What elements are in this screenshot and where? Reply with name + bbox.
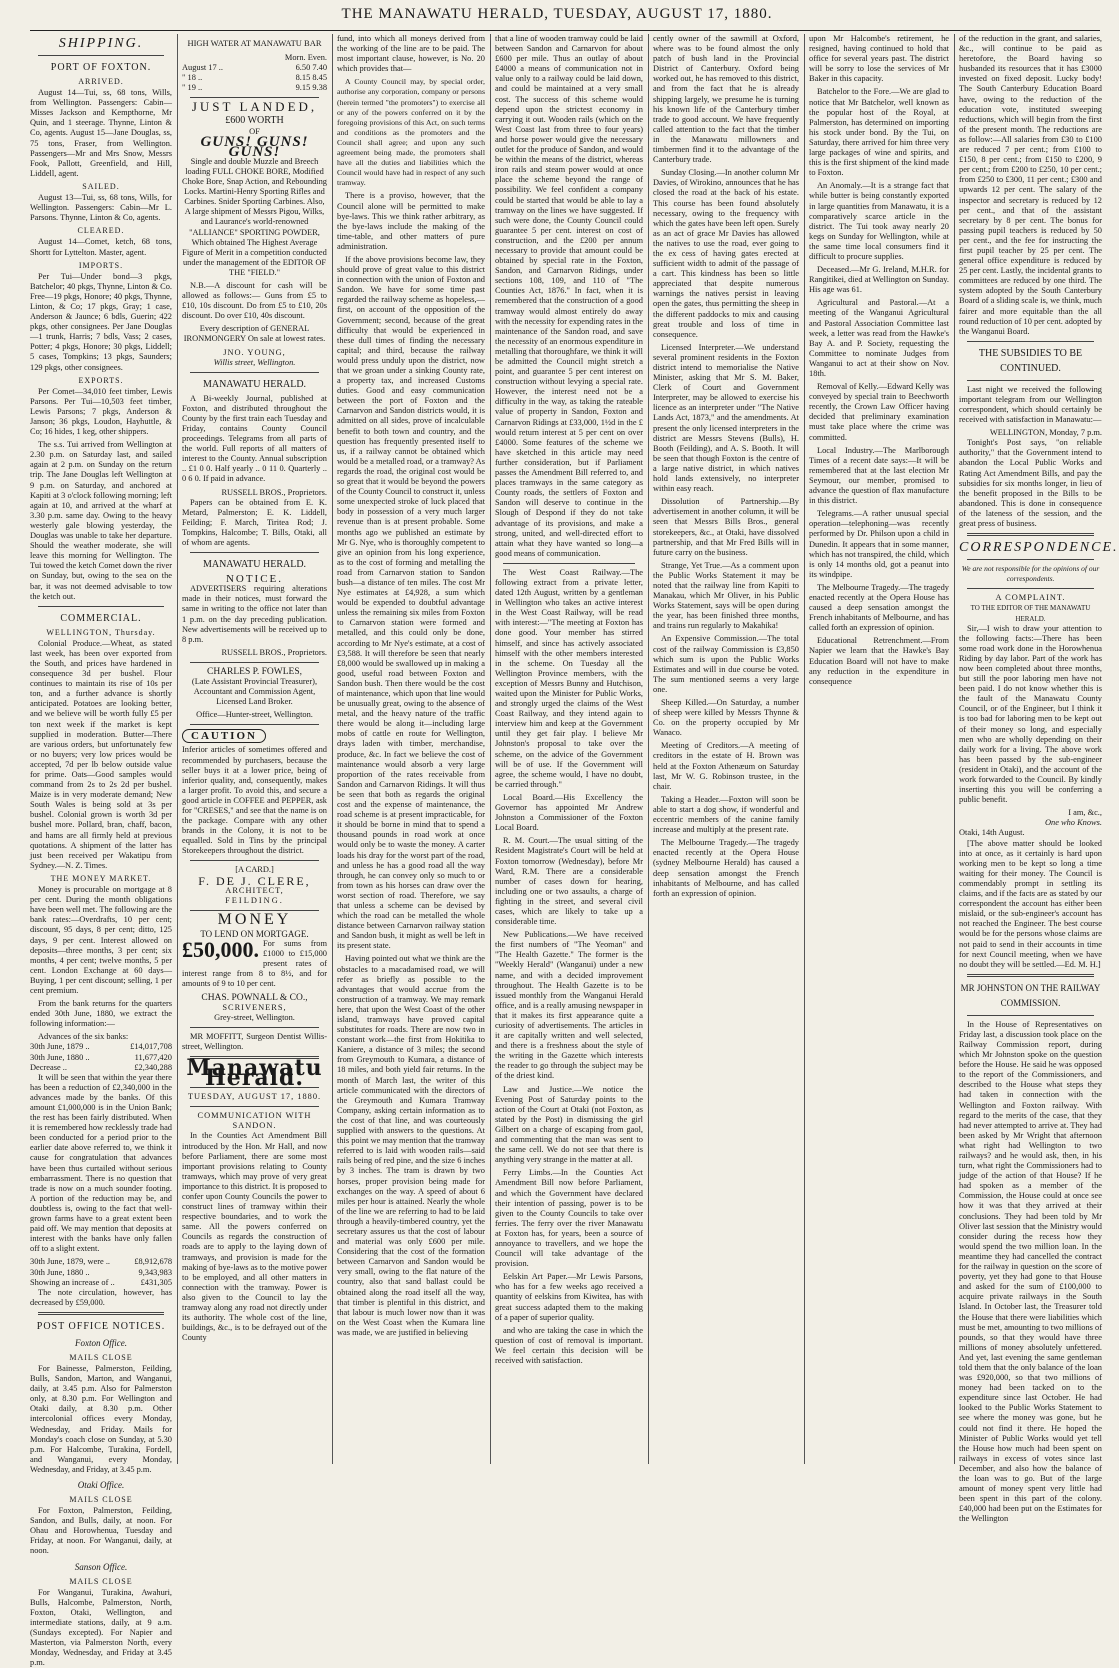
johnston-text: In the House of Representatives on Friday last, a discussion took place on the Railway Commission report, during which Mr Johnston spoke on the question before the House. He said he was opposed to the report of the Commissioners, and described to the House what steps they had taken in connection with the Wellington and Foxton railway. With regard to the merits of the case, that they had never attempted to arrive at. They had been asked by Mr Wright that afternoon what right had Wellington to two railways? and he would ask, then, in his turn, what right the Commissioners had to judge of the action of that House? If he had spoken as a member of the Commission, the House could at once see how it was that they arrived at their conclusions. They had been told by Mr Oliver last session that the Ministry would consider during the recess how they would spend the two million loan. In the meantime they had cancelled the contract for the railway in question on the score of poverty, yet they had gone to that House and asked for the sum of £100,000 to acquire private railways in the South Island. In October last, the Treasurer told the House that there were liabilities which must be met, amounting to two millions of pounds, so that they would have three millions of money absolutely unfettered. And yet, last evening the same gentleman told them that the only balance of the loan was £920,000, so that two millions of money had been tacked on to the expenditure since last October. He had looked to the Public Works Statement to see where the money was gone, but he could not find it there. He hoped the Minister of Public Works would yet tell the House how much had been spent on railways in excess of votes since last December, and also how the balance of the loan was to go. But of the large amount of money spent very little had been spent in this part of the colony. £40,000 had been put on the Estimates for the Wellington bbox=[959, 1019, 1102, 1524]
correspondence-note: We are not responsible for the opinions of our correspondents. bbox=[961, 564, 1100, 584]
complaint-heading: A COMPLAINT. bbox=[995, 593, 1066, 603]
local-board-item: Local Board.—His Excellency the Governor has appointed Mr Andrew Johnston a Commissioner of the Foxton Local Board. bbox=[495, 792, 643, 833]
divider bbox=[190, 97, 319, 98]
table-cell: 30th June, 1880 .. bbox=[30, 1267, 90, 1277]
exports-text: Per Comet—34,010 feet timber, Lewis Parsons. Per Tui—10,503 feet timber, Lewis Parsons; 7 pkgs, Anderson & Janson; 36 pkgs, Loudon, Hayhuttle, & Co; 16 hides, 1 keg, other shippers. bbox=[30, 386, 172, 437]
fowles-name: CHARLES P. FOWLES, bbox=[206, 666, 302, 677]
table-cell: £8,912,678 bbox=[134, 1257, 172, 1267]
commercial-heading: COMMERCIAL. bbox=[60, 612, 142, 624]
advances-text: It will be seen that within the year there has been a reduction of £2,340,000 in the advances made by the banks. Of this amount £1,000,000 is in the Union Bank; the rest has been fairly distributed. When it is remembered how recklessly trade had been conducted for a period prior to the earlier date above referred to, we think it cause for congratulation that advances have been thus curtailed without serious embarrassment. There is no question that trade is now on a much sounder footing. A portion of the reduction may be, and doubtless is, owing to the fact that well-grown farms have to a great extent been paid off. We may mention that deposits at interest with the banks have only fallen off to a slight extent. bbox=[30, 1072, 172, 1254]
table-cell: " 19 .. bbox=[182, 83, 203, 93]
table-row bbox=[182, 83, 327, 93]
divider bbox=[967, 380, 1094, 381]
agricultural-item: Agricultural and Pastoral.—At a meeting of the Wanganui Agricultural and Pastoral Association Committee last week, a letter was read from the Hawke's Bay A. and P. Society, requesting the Committee to nominate Judges from Wanganui to act at their show on Nov. 18th. bbox=[809, 298, 949, 378]
article-text: Having pointed out what we think are the obstacles to a macadamised road, we will refer as briefly as possible to the advantages that would accrue from the construction of a tramway. We may remark here, that upon the West Coast of the other island, tramways have proved capital substitutes for roads. There are now two in constant work—the first from Hokitika to Kaniere, a distance of 3 miles; the second from Greymouth to Kumara, a distance of 18 miles, and both yield fair returns. In the month of March last, the writer of this article communicated with the directors of the Greymouth and Kumara Tramway Company, asking certain information as to the cost of that line, and was courteously supplied with answers to the questions. At this point we may mention that the tramway referred to is laid with wooden rails—said rails being of red pine, and the size 6 inches by 3 inches. The tram is drawn by two horses, proper provision being made for exchanges on the way. A speed of about 6 miles per hour is attained. Nearly the whole of the line we are referring to had to be laid through a heavily-timbered country, yet the secretary assures us that the cost of labour and material was only £600 per mile. Considering that the cost of the formation between Carnarvon and Sandon would be very small, owing to the flat nature of the country, also that sand ballast could be obtained along the road itself all the way, that timber is plentiful in this district, and that labour is much lower now than it was on the West Coast when the Kumara line was made, we are justified in believing bbox=[337, 954, 485, 1337]
expensive-commission-item: An Expensive Commission.—The total cost of the railway Commission is £3,850 which sum is upon the Public Works Estimates and will in due course be voted. The sum mentioned seems a very large one. bbox=[653, 634, 799, 694]
divider bbox=[967, 974, 1094, 977]
article-text: fund, into which all moneys derived from the working of the line are to be paid. The most important clause, however, is No. 20 which provides that— bbox=[337, 34, 485, 74]
notice-heading: MANAWATU HERALD. bbox=[202, 559, 307, 571]
column-rule bbox=[954, 34, 955, 1464]
advances-label: Advances of the six banks: bbox=[38, 1032, 129, 1042]
telegrams-item: Telegrams.—A rather unusual special operation—telephoning—was recently performed by Dr. Philson upon a child in Dunedin. It appears that in some manner, which has not transpired, the child, which is only 14 months old, got a peanut into its windpipe. bbox=[809, 509, 950, 579]
table-cell: Decrease .. bbox=[30, 1062, 67, 1072]
otaki-office-text: For Foxton, Palmerston, Feilding, Sandon, and Bulls, daily, at noon. For Ohau and Horowhenua, Tuesday and Friday, at noon. For Wanganui, daily, at noon. bbox=[30, 1506, 172, 1556]
complaint-signoff: I am, &c., bbox=[1068, 808, 1102, 818]
divider bbox=[190, 1106, 319, 1107]
table-cell: 30th June, 1880 .. bbox=[30, 1052, 90, 1062]
guns-ad-headline: JUST LANDED, bbox=[191, 99, 318, 115]
article-text: There is a proviso, however, that the Council alone will be permitted to make bye-laws. This we think rather arbitrary, as the bye-laws include the making of the time-table, and other matters of pure administration. bbox=[337, 191, 485, 251]
table-cell: £2,340,288 bbox=[134, 1062, 172, 1072]
divider bbox=[967, 1015, 1094, 1016]
money-ad-amount: £50,000. bbox=[182, 937, 259, 963]
column-6 bbox=[809, 34, 949, 1464]
herald-ad-signature: RUSSELL BROS., Proprietors. bbox=[221, 487, 327, 497]
post-office-heading: POST OFFICE NOTICES. bbox=[36, 1320, 166, 1332]
table-row bbox=[182, 73, 327, 83]
table-cell: 30th June, 1879, were .. bbox=[30, 1257, 111, 1267]
licensed-interpreter-item: Licensed Interpreter.—We understand several prominent residents in the Foxton district intend to memorialise the Native Minister, asking that Mr S. M. Baker, Clerk of Court and Government Interpreter, may be allowed to exercise his licence as an interpreter under "The Native Lands Act, 1873," and the amendments. At present the only licensed interpreters in the district are Messrs Stevens (Bulls), H. Booth (Feilding), and A. S. Booth. It will be seen that though Foxton is the centre of a large native district, in which natives hold lands extensively, no interpreter within easy reach. bbox=[653, 342, 799, 494]
divider bbox=[967, 341, 1094, 342]
divider bbox=[38, 55, 164, 56]
masthead: THE MANAWATU HERALD, TUESDAY, AUGUST 17, 1880. bbox=[341, 6, 773, 22]
divider bbox=[38, 606, 164, 607]
deceased-item: Deceased.—Mr G. Ireland, M.H.R. for Rangitikei, died at Wellington on Sunday. His age was 61. bbox=[809, 265, 949, 295]
melbourne-item: The Melbourne Tragedy.—The tragedy enacted recently at the Opera House has caused a deep sensation amongst the French inhabitants of Melbourne, and has called forth an expression of opinion. bbox=[809, 582, 949, 633]
column-2 bbox=[182, 34, 327, 1464]
imports-text: Per Tui—Under bond—3 pkgs, Batchelor; 40 pkgs, Thynne, Linton & Co. Free—19 pkgs, Honore; 40 pkgs, Thynne, Linton, & Co; 17 pkgs, Gray; 1 case, Anderson & Jaunce; 6 bdls, Guerin; 422 pkgs, other consignees. Per Jane Douglas—1 trunk, Harris; 7 bdls, Vass; 2 cases, Potter; 4 pkgs, Honore; 30 pkgs, Liddell; 5 cases, Tompkins; 13 pkgs, Saunders; 129 pkgs, other consignees. bbox=[30, 271, 172, 372]
table-row bbox=[182, 63, 327, 73]
column-rule bbox=[332, 34, 333, 1464]
complaint-to: TO THE EDITOR OF THE MANAWATU HERALD. bbox=[970, 604, 1091, 623]
mails-close-label: MAILS CLOSE bbox=[69, 1352, 133, 1362]
table-cell: 30th June, 1879 .. bbox=[30, 1042, 90, 1052]
divider bbox=[190, 1027, 319, 1028]
money-ad-heading: MONEY bbox=[217, 910, 292, 928]
circulation-note: The note circulation, however, has decreased by £59,000. bbox=[30, 1287, 172, 1307]
table-cell: 9,343,983 bbox=[138, 1267, 172, 1277]
table-row bbox=[30, 1268, 172, 1278]
table-cell: £14,017,708 bbox=[130, 1042, 172, 1052]
ferry-item: Ferry Limbs.—In the Counties Act Amendment Bill now before Parliament, and which the Government have declared their intention of passing, power is to be given to the County Councils to take over ferries. The ferry over the river Manawatu at Foxton has, for years, been a source of annoyance to travellers, and we hope the Council will take advantage of the provision. bbox=[495, 1168, 643, 1269]
article-quote: A County Council may, by special order, authorise any corporation, company or persons (herein termed "the promoters") to exercise all or any of the powers conferred on it by the foregoing provisions of this Act, on such terms and conditions as the promoters and the Council shall agree; and upon any such agreement being made, the promoters shall have all the duties and liabilities which the Council would have had in respect of any such tramway. bbox=[337, 77, 485, 188]
high-water-heading: HIGH WATER AT MANAWATU BAR bbox=[187, 38, 322, 48]
comm-heading: COMMUNICATION WITH SANDON. bbox=[197, 1111, 312, 1131]
table-cell: " 18 .. bbox=[182, 73, 203, 83]
table-cell: August 17 .. bbox=[182, 63, 223, 73]
foxton-office-text: For Bainesse, Palmerston, Feilding, Bulls, Sandon, Marton, and Wanganui, daily, at 3.45 p.m. Also for Palmerston only, at 8.30 p.m. For Wellington and Otaki daily, at 8.30 p.m. Other intercolonial offices every Monday, Wednesday, and Friday. Mails for Monday's coach close on Sunday, at 5.30 p.m. For Halcombe, Turakina, Fordell, and Wanganui, every Monday, Wednesday, and Friday, at 3.45 p.m. bbox=[30, 1363, 172, 1474]
divider bbox=[190, 552, 319, 553]
column-7 bbox=[959, 34, 1119, 1524]
article-text: cently owner of the sawmill at Oxford, where was to be found almost the only patch of bush land in the Provincial District of Canterbury. Oxford being worked out, he has removed to this district, and from the fact that he is already shipping largely, we presume he is turning his known life of the Canterbury timber trade to good account. We have frequently called attention to the fact that the timber in the Manawatu millowners and timbermen find it to the advantage of the Canterbury trade. bbox=[653, 34, 799, 165]
high-water-header: Morn. Even. bbox=[284, 53, 327, 62]
guns-ad-body: Single and double Muzzle and Breech loading FULL CHOKE BORE, Modified Choke Bore, Snap Action, and Rebounding Locks. Martini-Henry Sporting Rifles and Carbines. Snider Sporting Carbines. Also, A large shipment of Messrs Pigou, Wilks, and Laurance's world-renowned "ALLIANCE" SPORTING POWDER, Which obtained The Highest Average Figure of Merit in a competition conducted under the management of the EDITOR OF THE "FIELD." bbox=[182, 156, 327, 277]
fowles-text: (Late Assistant Provincial Treasurer), Accountant and Commission Agent, Licensed Land Broker. bbox=[191, 676, 318, 707]
kelly-item: Removal of Kelly.—Edward Kelly was conveyed by special train to Beechworth recently, the Crown Law Officer having decided that preliminary examination must take place where the crime was committed. bbox=[809, 382, 949, 442]
table-cell: 9.15 9.38 bbox=[295, 83, 327, 93]
herald-ad-heading: MANAWATU HERALD. bbox=[202, 378, 307, 390]
masthead-rule bbox=[30, 30, 1100, 31]
comm-text: In the Counties Act Amendment Bill introduced by the Hon. Mr Hall, and now before Parliament, there are some most important provisions relating to County tramways, which may prove of very great importance to this district. It is proposed to confer upon County Councils the power to construct lines of tramway within their respective boundaries, and to work the same. All the powers conferred on Councils as regards the construction of roads are to apply to the laying down of tramways, and provision is made for the making of bye-laws as to the motive power to be employed, and all other matters in connection with the tramway. Power is also given to the Council to lay the tramway along any road not directly under its authority. The whole cost of the line, buildings, &c., is to be defrayed out of the County bbox=[182, 1131, 327, 1343]
table-cell: 6.50 7.40 bbox=[295, 63, 327, 73]
arrived-text: August 14—Tui, ss, 68 tons, Wills, from Wellington. Passengers: Cabin—Misses Jackson and Kempthorne, Mr Quin, and 1 steerage. Thynne, Linton & Co, agents. August 15—Jane Douglas, ss, 75 tons, Fraser, from Wellington. Passengers—Mr and Mrs Snow, Messrs Fook, Pallott, Greenfield, and Hill, Liddell, agent. bbox=[30, 88, 172, 178]
pownall-role: SCRIVENERS, bbox=[222, 1002, 287, 1012]
divider bbox=[503, 563, 635, 564]
local-industry-item: Local Industry.—The Marlborough Times of a recent date says:—It will be remembered that at the last election Mr Seymour, our member, promised to advance the question of flax manufacture in this district. bbox=[809, 445, 949, 506]
table-cell: Showing an increase of .. bbox=[30, 1277, 115, 1287]
money-market-text: Money is procurable on mortgage at 8 per cent. During the month obligations have been well met. The following are the bank rates:—Overdrafts, 10 per cent; discount, 95 days, 8 per cent; ditto, 125 days, 9 per cent. Interest allowed on deposits—three months, 3 per cent; six months, 4 per cent; twelve months, 5 per cent. London Exchange at 60 days—Buying, 1 per cent discount; selling, 1 per cent premium. bbox=[30, 885, 172, 995]
herald-ad-agents: Papers can be obtained from E. K. Metard, Palmerston; E. K. Liddell, Feilding; F. March, Tiritea Rod; J. Tompkins, Halcombe; T. Bills, Otaki, all of whom are agents. bbox=[182, 497, 327, 548]
table-cell: £431,305 bbox=[140, 1277, 172, 1287]
guns-ad-title: GUNS! GUNS! GUNS! bbox=[200, 133, 309, 160]
table-row bbox=[30, 1278, 172, 1288]
new-publications-item: New Publications.—We have received the first numbers of "The Yeoman" and "The Health Gazette." The former is the "Weekly Herald" (Wanganui) under a new name, and with a decided improvement throughout. The Health Gazette is to be issued monthly from the Wanganui Herald office, and is a really amusing newspaper in that it makes its first appearance quite a curiosity of advertisements. The articles in it are capitally written and well selected, and there is a freshness about the style of the writing in the Gazette which interests the reader to go through the subject may be of the driest kind. bbox=[495, 930, 643, 1081]
table-row bbox=[30, 1063, 172, 1073]
declere-name: F. DE J. CLERE, bbox=[198, 873, 311, 888]
divider bbox=[38, 1312, 164, 1315]
divider bbox=[190, 372, 319, 373]
batchelor-item: Batchelor to the Fore.—We are glad to notice that Mr Batchelor, well known as the popular host of the Royal, at Palmerston, has determined on importing his stock under bond. By the Tui, on Saturday, there arrived for him three very large packages of wine and spirits, and this is the first shipment of the kind made to Foxton. bbox=[809, 87, 949, 178]
melbourne-tragedy-item: The Melbourne Tragedy.—The tragedy enacted recently at the Opera House (sydney Melbourne Herald) has caused a deep sensation amongst the French inhabitants of Melbourne, and has called forth an expression of opinion. bbox=[653, 838, 799, 898]
subsidies-text: Last night we received the following important telegram from our Wellington correspondent, which should certainly be received with satisfaction in Manawatu:— bbox=[959, 384, 1102, 425]
table-cell: 8.15 8.45 bbox=[295, 73, 327, 83]
shipping-notes: The s.s. Tui arrived from Wellington at 2.30 p.m. on Saturday last, and sailed again at 2 p.m. on Sunday on the return trip. The Jane Douglas left Wellington at 9 p.m. on Saturday, and anchored at Kapiti at 3 o'clock following morning; left again at 10, and arrived at the wharf at 3.30 p.m. same day. Owing to the heavy westerly gale blowing yesterday, the Douglas was unable to take her departure. Should the weather moderate, she will leave this morning for Wellington. The Tui towed the ketch Comet down the river on Sunday, but, owing to the sea on the bar, it was not deemed advisable to tow the ketch out. bbox=[30, 440, 172, 601]
exports-label: EXPORTS. bbox=[78, 375, 124, 385]
cleared-label: CLEARED. bbox=[77, 226, 125, 236]
eelskin-item: Eelskin Art Paper.—Mr Lewis Parsons, who has for a few weeks ago received a quantity of eelskins from Kiwitea, has with great success adapted them to the making of a paper of superior quality. bbox=[495, 1272, 643, 1322]
sheep-item: Sheep Killed.—On Saturday, a number of sheep were killed by Messrs Thynne & Co. on the property occupied by Mr Wanaco. bbox=[653, 698, 799, 738]
education-item: Educational Retrenchment.—From Napier we learn that the Hawke's Bay Education Board will not have to make any reduction in the expenditure in consequence bbox=[809, 636, 949, 686]
sanson-office-heading: Sanson Office. bbox=[74, 1561, 128, 1572]
high-water-table bbox=[182, 63, 327, 93]
divider bbox=[190, 662, 319, 663]
creditors-item: Meeting of Creditors.—A meeting of creditors in the estate of H. Brown was held at the Foxton Athenæum on Saturday last, Mr W. G. Robinson trustee, in the chair. bbox=[653, 741, 799, 791]
money-ad-body bbox=[182, 939, 327, 989]
notice-word: NOTICE. bbox=[225, 573, 284, 586]
money-market-heading: THE MONEY MARKET. bbox=[50, 873, 152, 883]
subsidies-text: Tonight's Post says, "on reliable authority," that the Government intend to abandon the Local Public Works and Rating Act Amendment Bills, and pay the subsidies for six months longer, in lieu of the benefit proposed in the Bills to be abandoned. This is done in consequence of the lateness of the session, and the great press of business. bbox=[959, 438, 1102, 529]
divider bbox=[190, 724, 319, 725]
article-text: that a line of wooden tramway could be laid between Sandon and Carnarvon for about £600 per mile. Thus an outlay of about £4000 a means of communication not in value only to a railway could be laid down, and could be maintained at a very small cost. The success of this scheme would depend upon the strictest economy in carrying it out. Wooden rails (which on the West Coast last from three to four years) and horse power would give the necessary outlet for the produce of Sandon, and would be within the means of the district, whereas iron rails and steam power would at once place the scheme beyond the range of possibility. We feel confident a company could be started that would be able to lay a tramway on the lines we have suggested. If such were done, the County Council could guarantee 5 per cent. interest on cost of construction, and the £200 per annum necessary to provide that amount could be obtained by special rate in the Foxton, Sandon, and Carnarvon Ridings, under sections 108, 109, and 110 of "The Counties Act, 1876." In fact, when it is remembered that the construction of a good tramway would almost entirely do away with the necessity for expending rates in the maintenance of the Sandon road, and save the necessity of an enormous expenditure in metalling that thoroughfare, we think it will be admitted the Council might stretch a point, and guarantee 5 per cent interest on construction without levying a special rate. However, the interest need not be a difficulty in the way, as taking the rateable value of property in Sandon, Foxton and Carnarvon Ridings at £33,000, 1½d in the £ would return interest at 5 per cent on over £4000. Some features of the scheme we have sketched in this article may need further consideration, but if Parliament passes the Amendment Bill referred to, and places tramways in the same category as County roads, the settlers of Foxton and Sandon will deserve to continue in the Slough of Despond if they do not take advantage of its provisions, and make a strong, united, and well-directed effort to attain what they have wanted so long—a good means of communication. bbox=[495, 34, 643, 558]
column-4 bbox=[495, 34, 643, 1464]
column-rule bbox=[490, 34, 491, 1464]
commercial-text: Colonial Produce.—Wheat, as stated last week, has been over exported from the South, and prices have hardened in consequence 3d per bushel. Flour continues to maintain its rise of 10s per ton, and a further advance is shortly anticipated. Potatoes are looking better, and we believe will be worth fully £5 per ton next week if the market is kept supplied in moderation. Butter—There are various orders, but unfortunately few or no buyers; very low prices would be accepted, 7d per lb below outside value for prime. Oats—Good samples would command from 2s to 2s 2d per bushel. Maize is in very moderate demand; New South Wales is being sold at 3s per bushel. Colonial grown is worth 3d per bushel more. Pollard, bran, chaff, bacon, and hams are all firmly held at previous quotations. A shipment of the latter has just been received per Wakatipu from Sydney.—N. Z. Times. bbox=[30, 638, 172, 870]
caution-text: Inferior articles of sometimes offered and recommended by purchasers, because the seller buys it at a lower price, being of inferior quality, and, consequently, makes a larger profit. To avoid this, and secure a good article in COFFEE and PEPPER, ask for "CRESES," and see that the name is on the package. Compare with any other brands in the Colony, it is not to be equalled. Sold in Tins by the principal Storekeepers throughout the district. bbox=[182, 745, 327, 856]
rm-court-item: R. M. Court.—The usual sitting of the Resident Magistrate's Court will be held at Foxton tomorrow (Wednesday), before Mr Ward, R.M. There are a considerable number of cases down for hearing, including one or two assaults, a charge of fighting in the street, and several civil cases, which are likely to take up a considerable time. bbox=[495, 836, 643, 927]
dissolution-item: Dissolution of Partnership.—By advertisement in another column, it will be seen that Messrs Bills Bros., general storekeepers, &c., at Otaki, have dissolved partnership, and that Mr Fred Bills will in future carry on the business. bbox=[653, 497, 799, 557]
guns-ad-of: OF bbox=[249, 126, 260, 136]
sanson-office-text: For Wanganui, Turakina, Awahuri, Bulls, Halcombe, Palmerston, North, Foxton, Otaki, Wellington, and intermediate stations, daily, at 9 a.m. (Sundays excepted). For Napier and Masterton, via Palmerston North, every Monday, Wednesday, and Friday at 3.45 p.m. bbox=[30, 1587, 172, 1668]
column-3 bbox=[337, 34, 485, 1464]
complaint-text: Sir,—I wish to draw your attention to the following facts:—There has been some road work done in the Horowhenua Riding by day labor. Part of the work has now been completed about three months, but still the poor laboring men have not been paid. I do not know whether this is the fault of the Manawatu County Council, or of the Engineer, but I think it is too bad for laboring men to be kept out of their money so long, and especially men who are wholly depending on their daily work for a living. The above work has been passed by the sub-engineer (resident in Otaki), and the account of the work forwarded to the Council. By kindly inserting this you will be conferring a public benefit. bbox=[959, 623, 1102, 805]
divider bbox=[967, 533, 1094, 536]
table-row bbox=[30, 1053, 172, 1063]
sailed-text: August 13—Tui, ss, 68 tons, Wills, for Wellington. Passengers: Cabin—Mr L. Parsons. Thynne, Linton & Co, agents. bbox=[30, 193, 172, 223]
guns-ad-ironmongery: Every description of GENERAL IRONMONGERY On sale at lowest rates. bbox=[183, 324, 326, 344]
column-rule bbox=[648, 34, 649, 1464]
guns-ad-discount: N.B.—A discount for cash will be allowed as follows:— Guns from £5 to £10, 10s discount. Do from £5 to £10, 20s discount. Do over £10, 40s discount. bbox=[182, 280, 327, 321]
article-text: If the above provisions become law, they should prove of great value to this district in connection with the union of Foxton and Sandon. We have for some time past regarded the railway scheme as hopeless,—first, on account of the opposition of the Government; second, because of the great difficulty that would be experienced in these dull times of finding the necessary capital; and third, because the railway would press unduly upon the district, now that we groan under a sinking County rate, a property tax, and increased Customs duties. Good and easy communication between the port of Foxton and the Carnarvon and Sandon districts would, it is admitted on all sides, prove of incalculable benefit to both town and country, and the question has frequently presented itself to us, if a railway cannot be obtained which would be a metalled road, or a tramway? As regards the road, the original cost would be so great that it would be beyond the powers of the County Council to construct it, unless some unexpected stroke of luck placed that body in possession of a very much larger revenue than is at present probable. Some months ago we published an estimate by Mr G. Nye, who is thoroughly competent to give an opinion from his long experience, as to the cost of forming and metalling the road from Carnarvon station to Sandon bush—a distance of ten miles. The cost Mr Nye estimates at £4,928, a sum which would be expended to doubtful advantage unless the remaining six miles from Foxton to Carnarvon station were formed and metalled, and this could only be done, according to Mr Nye's estimate, at a cost of £3,588. It will therefore be seen that nearly £8,000 would be swallowed up in making a good, useful road between Foxton and Sandon bush. Then there would be the cost of maintenance, which upon that line would be unusually great, owing to the absence of metal, and the heavy nature of the traffic there would be along it—including large mobs of cattle en route for Wellington, drays laden with timber, merchandise, produce, &c. In fact we believe the cost of maintenance would absorb a very large proportion of the rates receivable from Sandon and Carnarvon Ridings. It will thus be seen that both as regards the original cost and the expense of maintenance, the road scheme is at present impracticable, for it should be borne in mind that to spend a thousand pounds in road work at once would only be to waste the money. A carter loads his dray for the worst part of the road, and unless he has a good road all the way through, he can convey only so much to or from town as his horses can draw over the worst section of road. Therefore, we say that unless a scheme can be devised by which the road can be metalled the whole distance between Carnarvon railway station and Sandon bush, it might as well be left in its present state. bbox=[337, 254, 485, 951]
money-ad-text: For sums from £1000 to £15,000 present rates of interest range from 8 to 8½, and for amounts of 9 to 10 per cent. bbox=[182, 939, 327, 989]
correspondence-heading: CORRESPONDENCE. bbox=[959, 540, 1119, 556]
arrived-label: ARRIVED. bbox=[78, 77, 124, 86]
divider bbox=[967, 559, 1094, 560]
guns-ad-address: Willis street, Wellington. bbox=[213, 357, 296, 367]
complaint-signature: One who Knows. bbox=[1044, 818, 1102, 828]
article-text: upon Mr Halcombe's retirement, he resigned, having continued to hold that office for several years past. The district will be sorry to lose the services of Mr Baker in this capacity. bbox=[809, 34, 949, 84]
money-ad-sub: TO LEND ON MORTGAGE. bbox=[200, 928, 309, 939]
guns-ad-worth: £600 WORTH bbox=[225, 115, 284, 127]
port-heading: PORT OF FOXTON. bbox=[50, 62, 152, 73]
column-1 bbox=[30, 34, 172, 1668]
complaint-date: Otaki, 14th August. bbox=[959, 828, 1025, 838]
card-label: [A CARD.] bbox=[235, 865, 274, 875]
declere-place: FEILDING. bbox=[225, 895, 284, 905]
johnston-heading: MR JOHNSTON ON THE RAILWAY COMMISSION. bbox=[960, 982, 1101, 1008]
advances-table bbox=[30, 1042, 172, 1072]
table-cell: 11,677,420 bbox=[134, 1052, 172, 1062]
foxton-office-heading: Foxton Office. bbox=[75, 1337, 127, 1348]
deposits-table bbox=[30, 1257, 172, 1287]
anomaly-item: An Anomaly.—It is a strange fact that while butter is being constantly exported in large quantities from Manawatu, it is a comparatively scarce article in the district. The Tui took away nearly 20 kegs on Sunday for Wellington, while at the same time local consumers find it difficult to procure supplies. bbox=[809, 181, 949, 261]
shipping-heading: SHIPPING. bbox=[58, 36, 144, 51]
mails-close-label: MAILS CLOSE bbox=[69, 1576, 133, 1586]
commercial-dateline: WELLINGTON, Thursday. bbox=[46, 627, 156, 637]
declere-role: ARCHITECT, bbox=[225, 885, 284, 895]
mails-close-label: MAILS CLOSE bbox=[69, 1495, 133, 1504]
column-rule bbox=[804, 34, 805, 1464]
table-row bbox=[30, 1042, 172, 1052]
herald-ad-text: A Bi-weekly Journal, published at Foxton, and distributed throughout the County by the first train each Tuesday and Friday, contains County Council proceedings. Telegrams from all parts of the world. Full reports of all matters of interest to the County. Annual subscription .. £1 0 0. Half yearly .. 0 11 0. Quarterly .. 0 6 0. If paid in advance. bbox=[182, 393, 327, 484]
column-5 bbox=[653, 34, 799, 1464]
moffitt-ad: MR MOFFITT, Surgeon Dentist Willis-street, Wellington. bbox=[182, 1031, 327, 1051]
article-text: of the reduction in the grant, and salaries, &c., will continue to be paid as heretofore, the Board having so husbanded its resources that it has £3000 invested on fixed deposit. Lucky body! The South Canterbury Education Board have, owing to the reduction of the education vote, instituted sweeping reductions, which will begin from the first of the present month. The reductions are as follow:—All salaries from £30 to £100 are reduced 7 per cent.; from £100 to £150, 8 per cent.; from £150 to £200, 9 per cent.; from £200 to £250, 10 per cent.; from £250 to £300, 11 per cent.; £300 and upwards 12 per cent. The salary of the inspector and secretary is reduced by 12 per cent., and that of the assistant secretary by 8 per cent. The bonus for passing pupil teachers is reduced by 50 per cent., and the fee for instructing the first pupil teacher by 25 per cent. The general office expenditure is reduced by 25 per cent. Lastly, the incidental grants to committees are reduced by one third. The system adopted by the South Canterbury Board of a sliding scale is, we think, much fairer and more equitable than the all round reduction of 10 per cent. adopted by the Wanganui Board. bbox=[959, 34, 1102, 336]
column-rule bbox=[177, 34, 178, 1464]
pownall-name: CHAS. POWNALL & CO., bbox=[201, 992, 308, 1003]
table-row bbox=[30, 1257, 172, 1267]
sunday-closing-item: Sunday Closing.—In another column Mr Davies, of Wirokino, announces that he has closed the road at the back of his estate. This course has been found absolutely necessary, owing to the frequency with which the gates have been left open. Surely as an act of grace Mr Davies has allowed the natives to use the road, ever going to the ex cess of having gates erected at sufficient width to admit of the passage of a cart. This kindness has been so little appreciated that despite numerous warnings the natives persist in leaving open the gates, thus permitting the sheep in the different paddocks to mix and causing great trouble and loss of time in consequence. bbox=[653, 168, 799, 339]
notice-signature: RUSSELL BROS., Proprietors. bbox=[221, 647, 327, 657]
divider bbox=[190, 860, 319, 861]
taking-header-item: Taking a Header.—Foxton will soon be able to start a dog show, if wonderful and eccentric members of the canine family increase and multiply at the present rate. bbox=[653, 794, 799, 835]
sailed-label: SAILED. bbox=[82, 181, 120, 191]
caution-ad bbox=[182, 729, 327, 856]
otaki-office-heading: Otaki Office. bbox=[77, 1480, 125, 1490]
fowles-address: Office—Hunter-street, Wellington. bbox=[196, 710, 313, 720]
subsidies-dateline: WELLINGTON, Monday, 7 p.m. bbox=[989, 428, 1102, 438]
article-text: and who are taking the case in which the question of cost of removal is important. We feel certain this decision will be received with satisfaction. bbox=[495, 1325, 643, 1365]
guns-ad-signature: JNO. YOUNG, bbox=[223, 347, 286, 357]
caution-label: CAUTION bbox=[182, 729, 266, 743]
paper-nameplate: Manawatu Herald. bbox=[186, 1054, 323, 1092]
divider bbox=[967, 588, 1094, 589]
editor-note: [The above matter should be looked into at once, as it certainly is hard upon working men to be kept so long a time waiting for their money. The Council is commendably prompt in settling its claims, and if the facts are as stated by our correspondent the account has either been mislaid, or the sub-engineer's account has not reached the Engineer. The best course would be for the persons whose claims are not paid to send in their accounts in time for next Council meeting, when we have no doubt they will be settled.—Ed. M. H.] bbox=[959, 838, 1102, 969]
law-justice-item: Law and Justice.—We notice the Evening Post of Saturday points to the action of the Court at Otaki (not Foxton, as stated by the Post) in dismissing the girl Gilbert on a charge of escaping from gaol, and commenting that the man was sent to the same cell. We do not see that there is anything very strange in the matter at all. bbox=[495, 1084, 643, 1165]
returns-text: From the bank returns for the quarters ended 30th June, 1880, we extract the following information:— bbox=[30, 999, 172, 1029]
subsidies-heading: THE SUBSIDIES TO BE CONTINUED. bbox=[978, 347, 1083, 374]
notice-text: ADVERTISERS requiring alterations made in their notices, must forward the same in writing to the office not later than 1 p.m. on the day preceding publication. New advertisements will be received up to 8 p.m. bbox=[182, 584, 327, 644]
paper-date: TUESDAY, AUGUST 17, 1880. bbox=[187, 1092, 322, 1102]
strange-yet-true-item: Strange, Yet True.—As a comment upon the Public Works Statement it may be noted that the railway line from Kapiti to Manakau, which Mr Oliver, in his Public Works Statement, says will be open during the year, has been finished three months, and trains run regularly to Makahika! bbox=[653, 560, 799, 631]
columns bbox=[30, 34, 1119, 1668]
cleared-text: August 14—Comet, ketch, 68 tons, Shortt for Lyttelton. Master, agent. bbox=[30, 237, 172, 257]
imports-label: IMPORTS. bbox=[78, 260, 124, 270]
pownall-address: Grey-street, Wellington. bbox=[214, 1012, 295, 1022]
west-coast-railway-item: The West Coast Railway.—The following extract from a private letter, dated 12th August, written by a gentleman in Wellington who takes an active interest in the West Coast Railway, will be read with interest:—"The meeting at Foxton has done good. Your member has stirred himself, and since has actively associated himself with the other members interested in the scheme. On Tuesday all the Wellington Province members, with the exception of Messrs Bunny and Hutchison, waited upon the Minister for Public Works, and strongly urged the claims of the West Coast Railway, and they intend again to interview him and keep at the Government until they get fair play. I believe Mr Johnston's proposal to take over the scheme, on the advice of the Government will be of use. If the Government will agree, the scheme would, I have no doubt, be carried through." bbox=[495, 567, 643, 789]
